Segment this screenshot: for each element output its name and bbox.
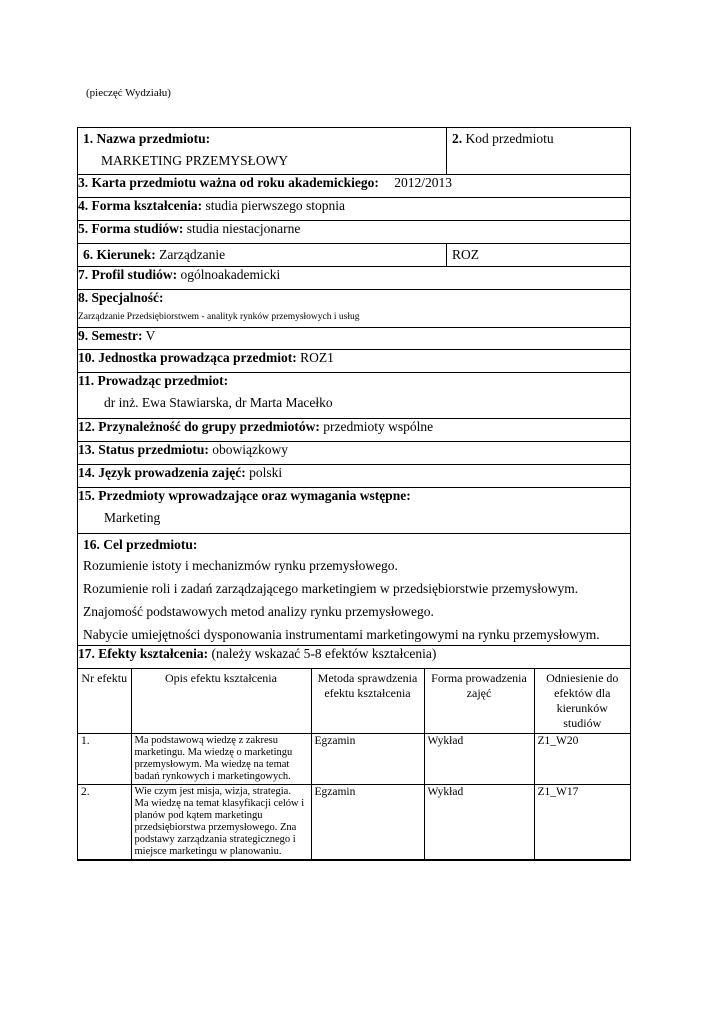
goals-label: 16. Cel przedmiotu: (83, 537, 198, 552)
education-form-value: studia pierwszego stopnia (205, 198, 345, 213)
goal-item: Znajomość podstawowych metod analizy rynku przemysłowego. (83, 604, 434, 619)
table-header-row (78, 669, 630, 734)
table-row (78, 734, 630, 785)
prerequisites-label: 15. Przedmioty wprowadzające oraz wymagania wstępne: (78, 488, 411, 503)
unit-label: 10. Jednostka prowadząca przedmiot: (78, 350, 297, 365)
group-label: 12. Przynależność do grupy przedmiotów: (78, 419, 320, 434)
col-header-form: Forma prowadzenia zajęć (424, 669, 534, 734)
profile-value: ogólnoakademicki (180, 267, 281, 282)
col-header-method: Metoda sprawdzenia efektu kształcenia (311, 669, 424, 734)
cell-description: Ma podstawową wiedzę z zakresu marketingu. Ma wiedzę o marketingu przemysłowym. Ma wiedzę na temat badań rynkowych i marketingowych. (131, 734, 311, 785)
outcomes-label: 17. Efekty kształcenia: (78, 646, 209, 661)
field-value: Zarządzanie (159, 247, 226, 262)
goal-item: Rozumienie roli i zadań zarządzającego marketingiem w przedsiębiorstwie przemysłowym. (83, 581, 579, 596)
status-value: obowiązkowy (212, 442, 288, 457)
course-code-number: 2. (452, 131, 463, 146)
goal-item: Nabycie umiejętności dysponowania instrumentami marketingowymi na rynku przemysłowym. (83, 627, 600, 642)
row-profile (78, 267, 630, 290)
row-unit (78, 350, 630, 373)
language-value: polski (249, 465, 283, 480)
status-label: 13. Status przedmiotu: (78, 442, 209, 457)
row-learning-outcomes (78, 646, 630, 669)
cell-description: Wie czym jest misja, wizja, strategia. Ma wiedzę na temat klasyfikacji celów i planów pod kątem marketingu przedsiębiorstwa przemysłowego. Zna podstawy zarządzania strategicznego i miejsce marketingu w planowaniu. (131, 785, 311, 860)
col-header-nr: Nr efektu (78, 669, 131, 734)
row-field (78, 244, 630, 267)
study-form-label: 5. Forma studiów: (78, 221, 184, 236)
cell-form: Wykład (424, 785, 534, 860)
row-study-form (78, 221, 630, 244)
lecturer-value: dr inż. Ewa Stawiarska, dr Marta Macełko (104, 395, 333, 410)
row-group (78, 419, 630, 442)
row-education-form (78, 198, 630, 221)
cell-method: Egzamin (311, 734, 424, 785)
cell-form: Wykład (424, 734, 534, 785)
row-specialization (78, 290, 630, 328)
row-course-goals (78, 534, 630, 646)
valid-year-value: 2012/2013 (394, 175, 453, 190)
row-lecturer (78, 373, 630, 419)
lecturer-label: 11. Prowadząc przedmiot: (78, 373, 229, 388)
course-code-label: Kod przedmiotu (465, 131, 554, 146)
cell-nr: 1. (78, 734, 131, 785)
specialization-value: Zarządzanie Przedsiębiorstwem - analityk rynków przemysłowych i usług (78, 312, 360, 322)
semester-label: 9. Semestr: (78, 328, 143, 343)
row-valid-year (78, 175, 630, 198)
profile-label: 7. Profil studiów: (78, 267, 178, 282)
field-code: ROZ (452, 247, 479, 262)
row-semester (78, 328, 630, 350)
row-status (78, 442, 630, 465)
cell-nr: 2. (78, 785, 131, 860)
cell-reference: Z1_W17 (534, 785, 630, 860)
course-name-value: MARKETING PRZEMYSŁOWY (101, 153, 289, 168)
col-header-description: Opis efektu kształcenia (131, 669, 311, 734)
prerequisites-value: Marketing (104, 510, 161, 525)
unit-value: ROZ1 (300, 350, 334, 365)
education-form-label: 4. Forma kształcenia: (78, 198, 203, 213)
row-prerequisites (78, 488, 630, 534)
row-language (78, 465, 630, 488)
outcomes-note: (należy wskazać 5-8 efektów kształcenia) (211, 646, 437, 661)
table-row (78, 785, 630, 860)
semester-value: V (145, 328, 156, 343)
course-name-label: 1. Nazwa przedmiotu: (83, 131, 211, 146)
specialization-label: 8. Specjalność: (78, 290, 164, 305)
group-value: przedmioty wspólne (323, 419, 434, 434)
cell-reference: Z1_W20 (534, 734, 630, 785)
course-card (77, 127, 631, 861)
valid-year-label: 3. Karta przedmiotu ważna od roku akademickiego: (78, 175, 379, 190)
row-course-name (78, 128, 630, 175)
field-label: 6. Kierunek: (83, 247, 156, 262)
study-form-value: studia niestacjonarne (186, 221, 301, 236)
outcomes-table (78, 669, 630, 860)
cell-method: Egzamin (311, 785, 424, 860)
language-label: 14. Język prowadzenia zajęć: (78, 465, 246, 480)
col-header-reference: Odniesienie do efektów dla kierunków studiów (534, 669, 630, 734)
outcomes-table-wrap (78, 669, 630, 861)
goal-item: Rozumienie istoty i mechanizmów rynku przemysłowego. (83, 558, 398, 573)
faculty-stamp: (pieczęć Wydziału) (86, 87, 171, 99)
